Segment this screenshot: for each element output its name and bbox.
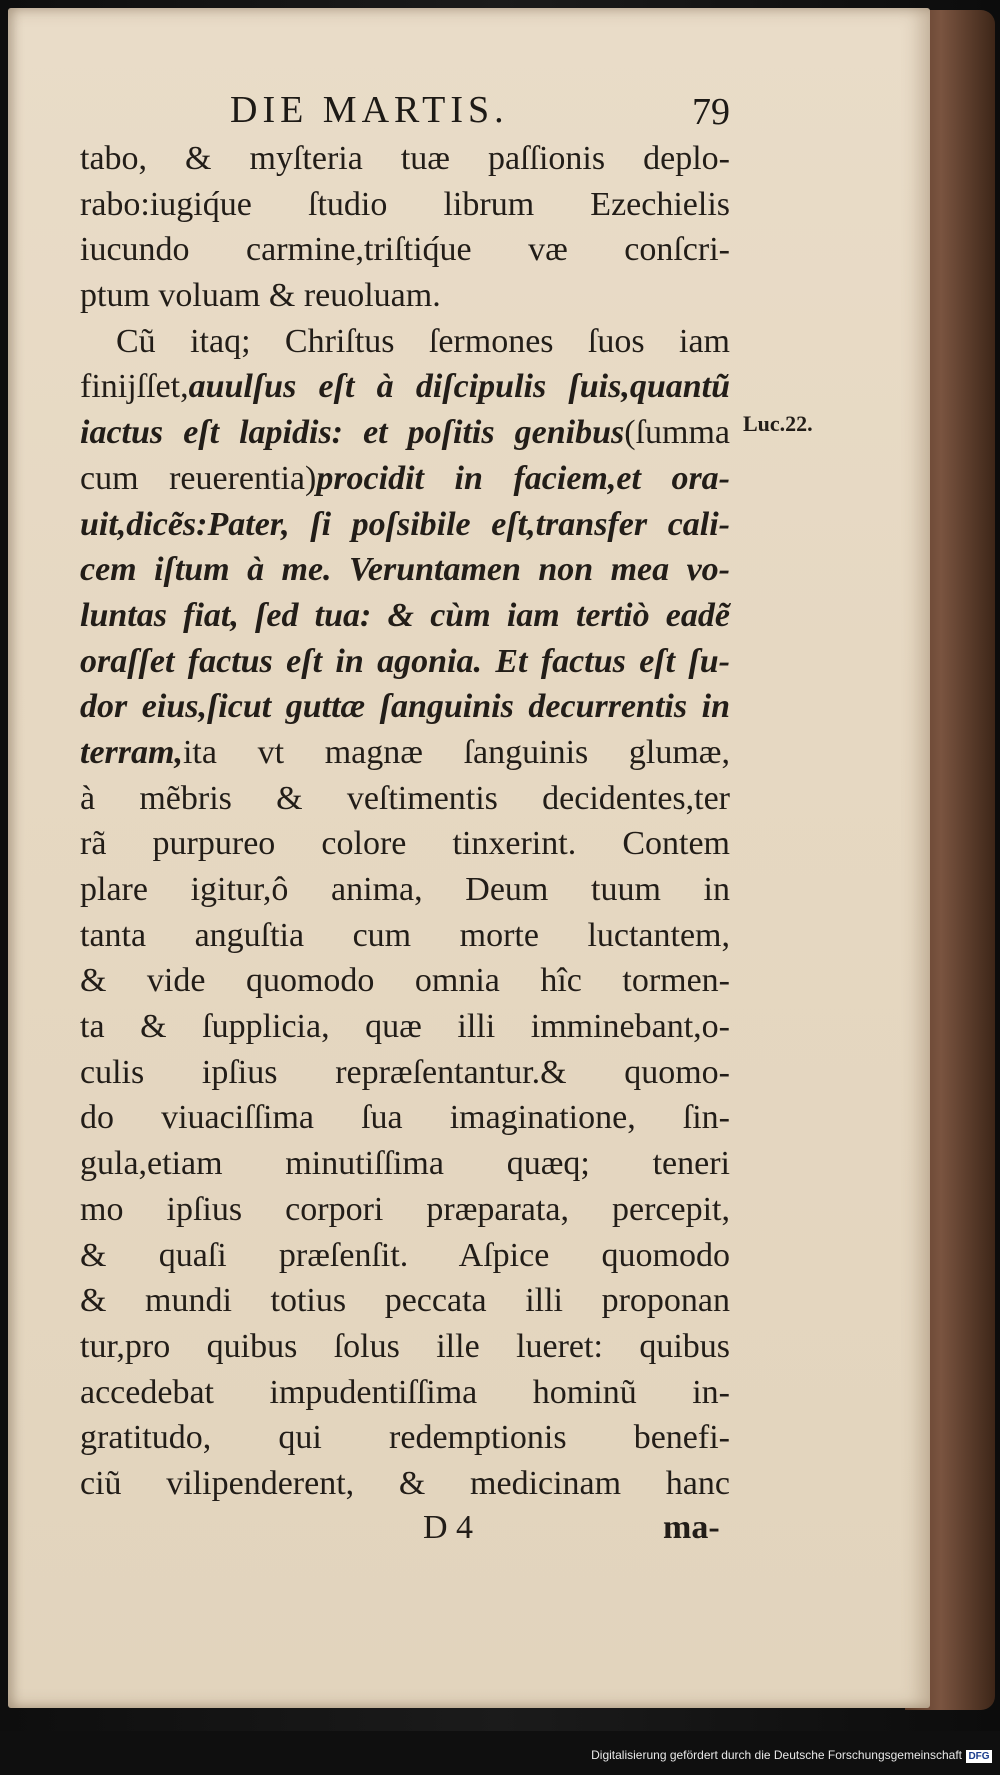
text-line xyxy=(80,639,730,685)
italic-run: terram, xyxy=(80,733,183,771)
book-page xyxy=(8,8,930,1708)
text-line: do viuaciſſima ſua imaginatione, ſin- xyxy=(80,1099,730,1137)
text-run: (ſumma xyxy=(624,414,730,452)
text-line: & vide quomodo omnia hîc tormen- xyxy=(80,962,730,1000)
text-line: & mundi totius peccata illi proponan xyxy=(80,1282,730,1320)
text-line: & quaſi præſenſit. Aſpice quomodo xyxy=(80,1236,730,1274)
body-text xyxy=(80,136,730,1507)
dfg-logo-icon: DFG xyxy=(966,1750,992,1763)
credit-text: Digitalisierung gefördert durch die Deutsche Forschungsgemeinschaft xyxy=(591,1748,962,1762)
text-line: culis ipſius repræſentantur.& quomo- xyxy=(80,1053,730,1091)
credit-bar xyxy=(0,1731,1000,1775)
text-line: tabo, & myſteria tuæ paſſionis deplo- xyxy=(80,140,730,177)
italic-run: procidit in faciem,et ora- xyxy=(316,459,730,497)
text-run: finijſſet, xyxy=(80,368,189,406)
italic-run: luntas fiat, ſed tua: & cùm iam tertiò eadẽ xyxy=(80,596,730,634)
text-run: cum reuerentia) xyxy=(80,459,317,497)
text-line: gula,etiam minutiſſima quæq; teneri xyxy=(80,1145,730,1183)
text-line xyxy=(80,684,730,730)
text-line xyxy=(80,410,730,456)
text-line: accedebat impudentiſſima hominũ in- xyxy=(80,1373,730,1411)
text-line: gratitudo, qui redemptionis benefi- xyxy=(80,1419,730,1457)
text-line xyxy=(80,730,730,776)
text-line: tanta anguſtia cum morte luctantem, xyxy=(80,916,730,954)
text-line xyxy=(80,593,730,639)
text-line: ptum voluam & reuoluam. xyxy=(80,277,441,315)
text-line: iucundo carmine,triſtiq́ue væ conſcri- xyxy=(80,231,730,269)
italic-run: cem iſtum à me. Veruntamen non mea vo- xyxy=(80,551,730,589)
text-line: Cũ itaq; Chriſtus ſermones ſuos iam xyxy=(116,322,730,360)
text-run: ita vt magnæ ſanguinis glumæ, xyxy=(182,733,730,771)
italic-run: iactus eſt lapidis: et poſitis genibus xyxy=(80,414,625,452)
text-line: plare igitur,ô anima, Deum tuum in xyxy=(80,871,730,908)
italic-run: uit,dicẽs:Pater, ſi poſsibile eſt,transfer cali- xyxy=(80,505,730,543)
text-line: à mẽbris & veſtimentis decidentes,ter xyxy=(80,779,730,817)
text-line: rã purpureo colore tinxerint. Contem xyxy=(80,825,730,863)
catchword: ma- xyxy=(663,1509,720,1546)
page-number: 79 xyxy=(692,91,730,133)
italic-run: oraſſet factus eſt in agonia. Et factus eſt ſu- xyxy=(80,642,730,680)
text-line xyxy=(80,502,730,548)
italic-run: dor eius,ſicut guttæ ſanguinis decurrentis in xyxy=(80,688,730,726)
margin-note: Luc.22. xyxy=(743,411,813,436)
text-line: ta & ſupplicia, quæ illi imminebant,o- xyxy=(80,1008,730,1046)
text-line: ciũ vilipenderent, & medicinam hanc xyxy=(80,1464,730,1502)
text-line xyxy=(80,456,730,502)
signature-mark: D 4 xyxy=(423,1509,474,1546)
text-line xyxy=(80,547,730,593)
text-line: mo ipſius corpori præparata, percepit, xyxy=(80,1190,730,1228)
italic-run: auulſus eſt à diſcipulis ſuis,quantũ xyxy=(188,368,730,406)
text-line xyxy=(80,364,730,410)
text-line: rabo:iugiq́ue ſtudio librum Ezechielis xyxy=(80,185,730,223)
text-line: tur,pro quibus ſolus ille lueret: quibus xyxy=(80,1327,730,1365)
running-head: DIE MARTIS. xyxy=(230,89,509,131)
